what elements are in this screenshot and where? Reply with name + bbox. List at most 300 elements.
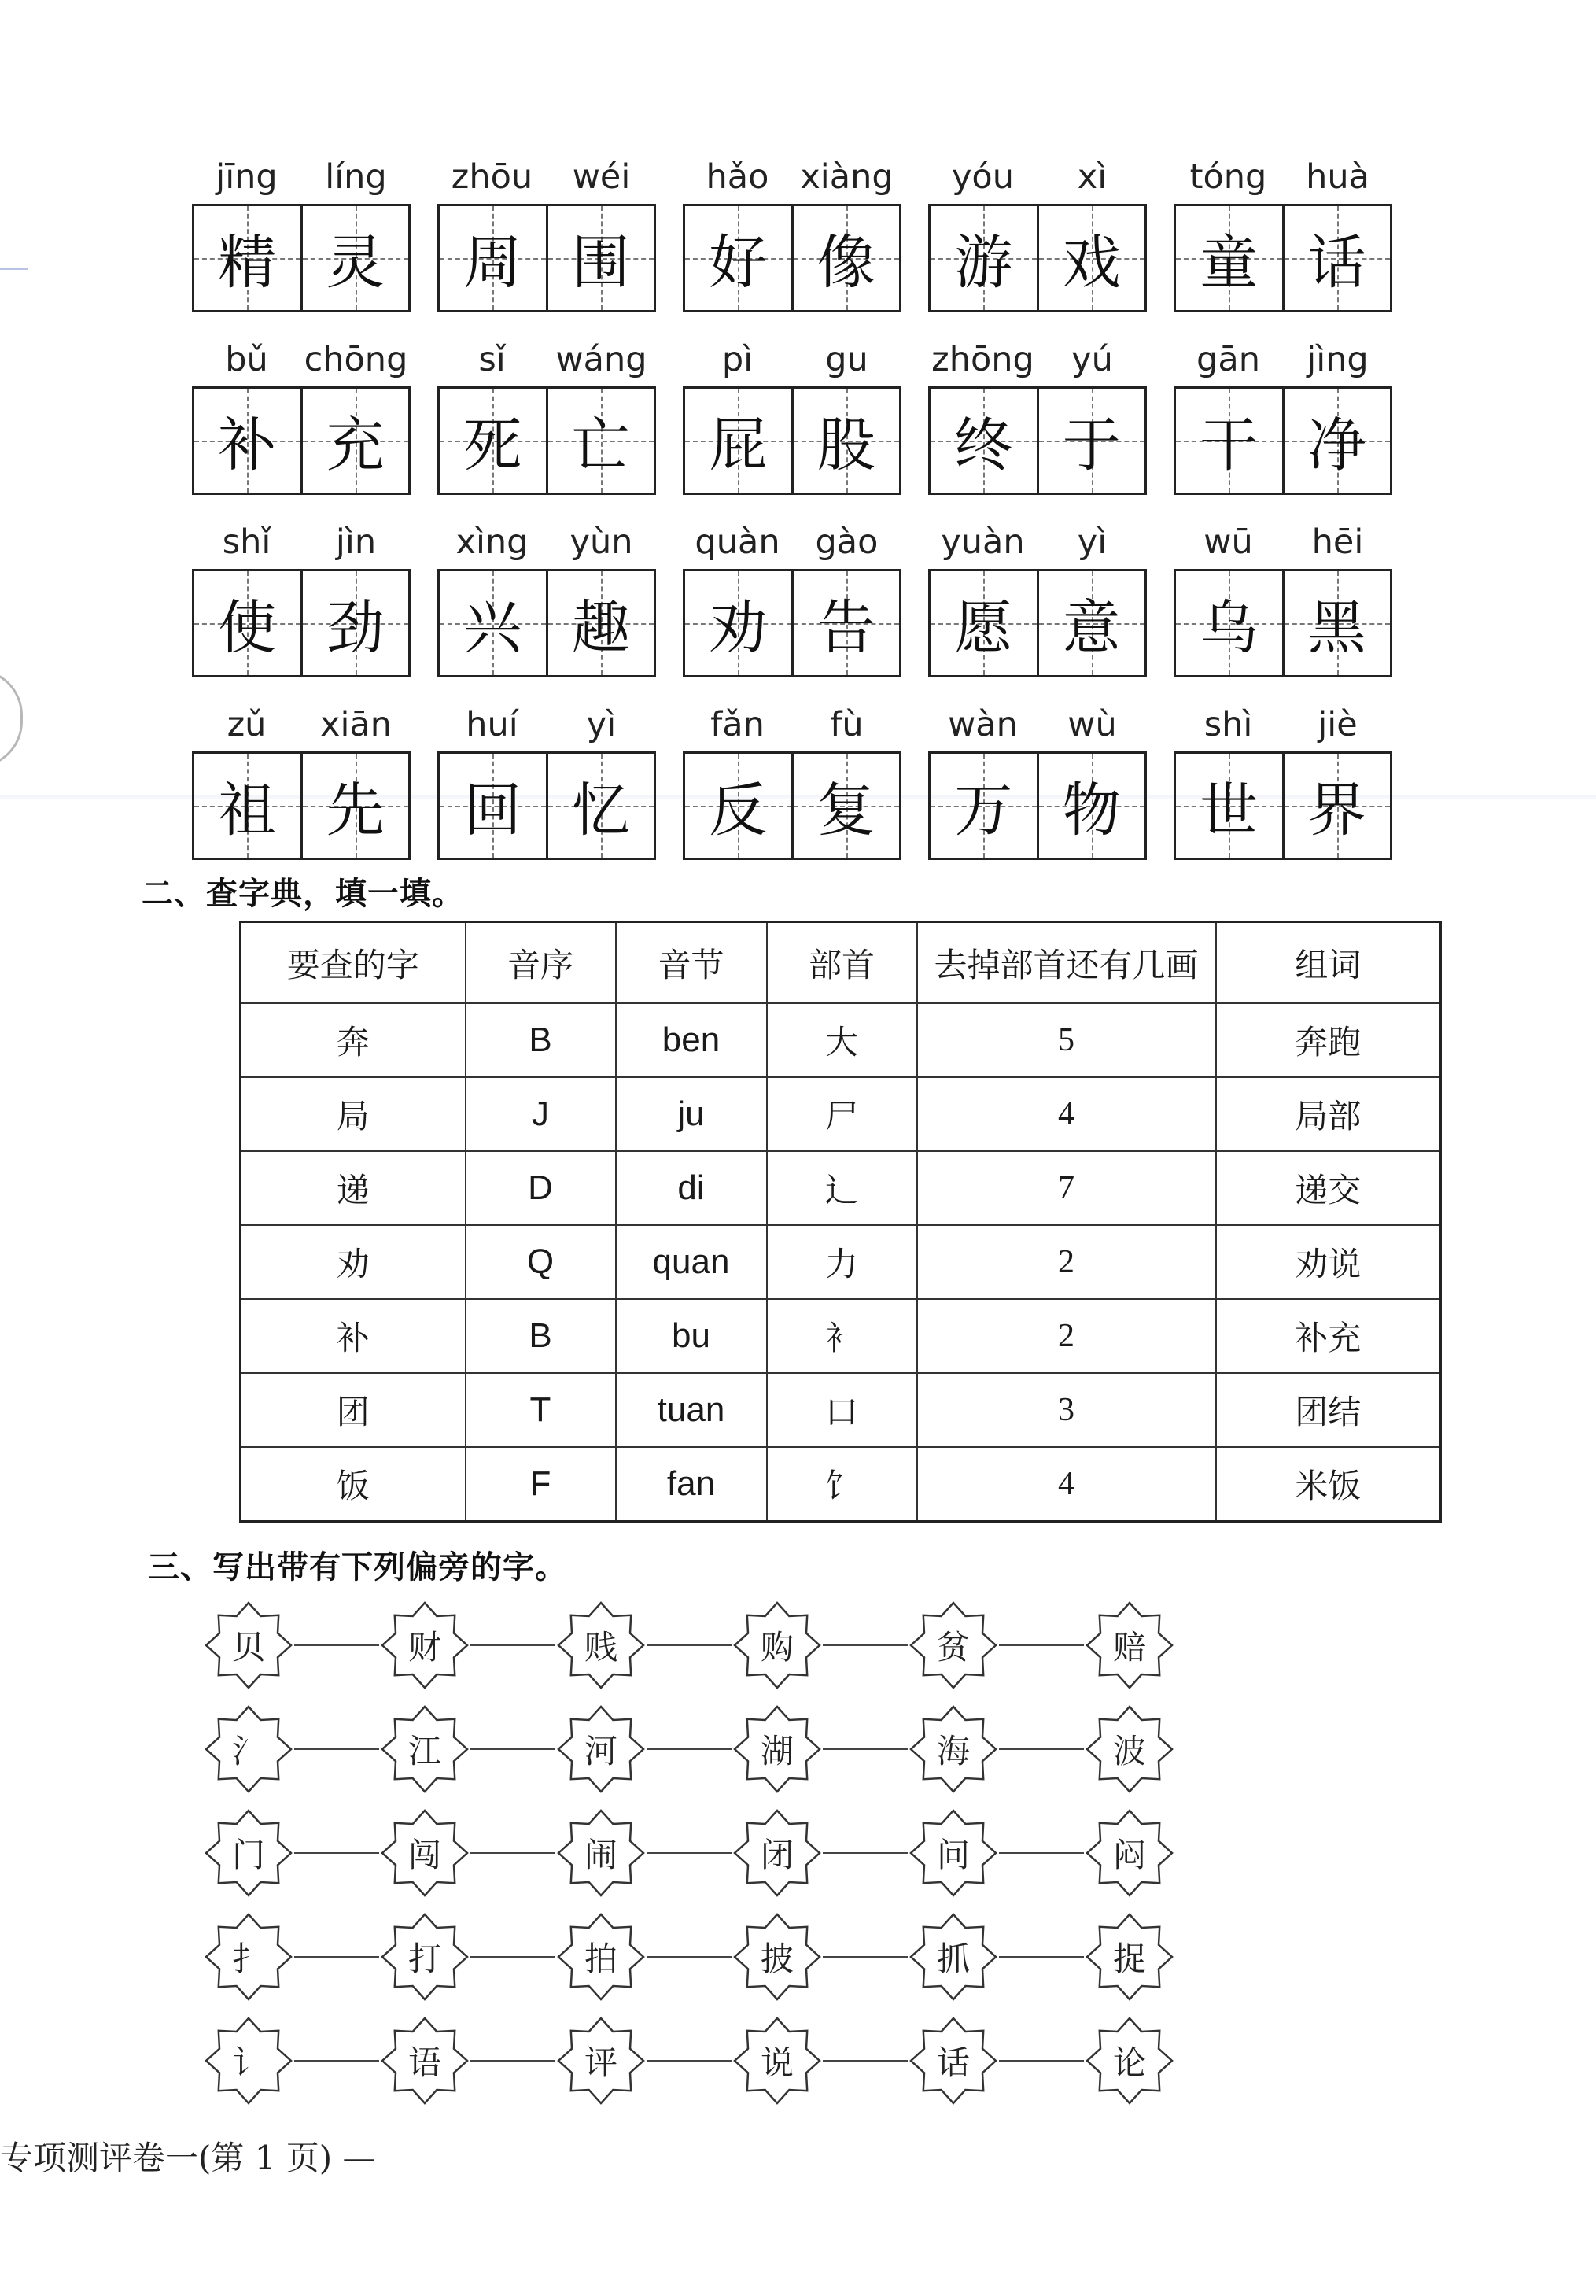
stroke-count-cell: 3	[917, 1373, 1216, 1447]
tian-grid-cell	[546, 206, 654, 310]
word-item	[192, 153, 437, 336]
radical-chain-row	[203, 1905, 1194, 2009]
char-star	[555, 1600, 647, 1691]
word-cell: 米饭	[1216, 1447, 1441, 1522]
stroke-count-cell: 2	[917, 1299, 1216, 1373]
char-star	[1084, 1807, 1175, 1899]
tian-grid-box	[683, 569, 901, 677]
star-char: 河	[584, 1732, 617, 1770]
pinyin-syllable: gān	[1196, 340, 1260, 379]
star-char: 赔	[1112, 1628, 1146, 1667]
tian-grid-cell	[931, 389, 1037, 493]
word-item	[1174, 701, 1419, 884]
chain-connector	[647, 1748, 732, 1750]
hanzi: 灵	[326, 229, 385, 297]
hanzi: 围	[571, 229, 630, 297]
chain-connector	[294, 1644, 379, 1646]
tian-grid-box	[683, 751, 901, 860]
tian-grid-cell	[791, 389, 900, 493]
pinyin-syllable: hǎo	[706, 157, 769, 197]
char-star	[1084, 1600, 1175, 1691]
char-star	[379, 1807, 470, 1899]
syllable-cell: ju	[616, 1077, 767, 1151]
radical-cell: 衤	[767, 1299, 917, 1373]
hanzi: 像	[816, 229, 875, 297]
hanzi: 终	[954, 412, 1013, 479]
word-cell: 劝说	[1216, 1225, 1441, 1299]
star-char: 购	[760, 1628, 794, 1667]
hanzi: 黑	[1307, 594, 1366, 662]
hanzi: 亡	[571, 412, 630, 479]
tian-grid-cell	[194, 206, 300, 310]
tian-grid-cell	[300, 571, 409, 675]
radical-chain-row	[203, 2009, 1194, 2113]
tian-grid-box	[192, 569, 411, 677]
word-item	[683, 153, 928, 336]
radical-cell: 大	[767, 1003, 917, 1077]
hanzi: 使	[218, 594, 277, 662]
pinyin-syllable: zhōu	[451, 157, 533, 197]
header-cell: 音序	[466, 922, 616, 1004]
word-item	[437, 336, 683, 519]
letter-cell: D	[466, 1151, 616, 1225]
hanzi: 股	[816, 412, 875, 479]
pinyin-syllable: jìn	[335, 522, 377, 562]
hanzi: 净	[1307, 412, 1366, 479]
hanzi: 乌	[1200, 594, 1259, 662]
tian-grid-box	[928, 569, 1147, 677]
tian-grid-cell	[300, 754, 409, 858]
star-char: 门	[231, 1836, 265, 1874]
tian-grid-box	[1174, 386, 1392, 495]
radical-chain-row	[203, 1801, 1194, 1905]
tian-grid-cell	[1282, 206, 1391, 310]
word-cell: 团结	[1216, 1373, 1441, 1447]
pinyin-line	[1174, 336, 1392, 383]
char-star	[908, 1600, 999, 1691]
hanzi: 意	[1062, 594, 1121, 662]
word-item	[1174, 519, 1419, 701]
letter-cell: T	[466, 1373, 616, 1447]
tian-grid-cell	[1176, 571, 1282, 675]
chain-connector	[999, 1748, 1084, 1750]
pinyin-syllable: tóng	[1189, 157, 1267, 197]
char-cell: 补	[241, 1299, 466, 1373]
star-char: 闭	[760, 1836, 794, 1874]
pinyin-syllable: xìng	[455, 522, 529, 562]
star-char: 论	[1112, 2043, 1146, 2082]
char-star	[555, 1704, 647, 1795]
tian-grid-cell	[1037, 389, 1145, 493]
word-cell: 递交	[1216, 1151, 1441, 1225]
hanzi: 好	[709, 229, 768, 297]
tian-grid-box	[1174, 751, 1392, 860]
table-row	[241, 1447, 1441, 1522]
pinyin-line	[192, 519, 411, 566]
chain-connector	[999, 2060, 1084, 2062]
char-star	[379, 2015, 470, 2106]
hanzi: 充	[326, 412, 385, 479]
tian-grid-box	[683, 204, 901, 312]
char-star	[555, 1807, 647, 1899]
char-star	[555, 1911, 647, 2003]
chain-connector	[999, 1956, 1084, 1958]
tian-grid-cell	[1037, 571, 1145, 675]
section-3-heading: 三、写出带有下列偏旁的字。	[148, 1549, 567, 1585]
tian-grid-cell	[685, 206, 791, 310]
hanzi: 告	[816, 594, 875, 662]
char-star	[908, 2015, 999, 2106]
star-char: 语	[407, 2043, 441, 2082]
tian-grid-cell	[546, 571, 654, 675]
tian-grid-box	[192, 204, 411, 312]
pinyin-syllable: yì	[586, 705, 617, 744]
star-char: 捉	[1112, 1940, 1146, 1978]
tian-grid-box	[437, 386, 656, 495]
word-item	[683, 336, 928, 519]
pinyin-line	[928, 701, 1147, 748]
char-star	[732, 1600, 823, 1691]
tian-grid-box	[437, 204, 656, 312]
tian-grid-cell	[546, 754, 654, 858]
chain-connector	[823, 1644, 908, 1646]
star-char: 财	[407, 1628, 441, 1667]
star-char: 打	[407, 1940, 441, 1978]
pinyin-line	[928, 153, 1147, 201]
char-star	[732, 1911, 823, 2003]
word-item	[928, 153, 1174, 336]
hanzi: 趣	[571, 594, 630, 662]
hanzi: 忆	[571, 777, 630, 844]
char-star	[379, 1911, 470, 2003]
table-row	[241, 1373, 1441, 1447]
tian-grid-cell	[1282, 754, 1391, 858]
pinyin-line	[437, 336, 656, 383]
radical-star	[203, 1807, 294, 1899]
stroke-count-cell: 5	[917, 1003, 1216, 1077]
tian-grid-box	[192, 386, 411, 495]
hanzi: 世	[1200, 777, 1259, 844]
pinyin-syllable: huí	[466, 705, 518, 744]
word-item	[437, 153, 683, 336]
scan-edge-arc	[0, 669, 23, 768]
words-row	[192, 519, 1419, 701]
star-char: 贱	[584, 1628, 617, 1667]
tian-grid-box	[1174, 569, 1392, 677]
radical-star	[203, 1911, 294, 2003]
pinyin-line	[437, 153, 656, 201]
radical-cell: 饣	[767, 1447, 917, 1522]
chain-connector	[294, 1956, 379, 1958]
chain-connector	[647, 1644, 732, 1646]
tian-grid-cell	[791, 754, 900, 858]
section-2-heading: 二、查字典，填一填。	[142, 876, 464, 912]
word-item	[683, 519, 928, 701]
star-char: 贫	[936, 1628, 970, 1667]
char-star	[379, 1600, 470, 1691]
tian-grid-box	[928, 751, 1147, 860]
hanzi: 界	[1307, 777, 1366, 844]
page-footer: 专项测评卷一(第 1 页) —	[0, 2139, 376, 2177]
star-char: 披	[760, 1940, 794, 1978]
tian-grid-cell	[194, 389, 300, 493]
hanzi: 万	[954, 777, 1013, 844]
words-row	[192, 701, 1419, 884]
pinyin-syllable: yùn	[569, 522, 633, 562]
syllable-cell: fan	[616, 1447, 767, 1522]
tian-grid-cell	[931, 754, 1037, 858]
star-char: 海	[936, 1732, 970, 1770]
star-char: 评	[584, 2043, 617, 2082]
pinyin-syllable: fù	[830, 705, 864, 744]
star-char: 贝	[231, 1628, 265, 1667]
radical-star	[203, 2015, 294, 2106]
char-cell: 奔	[241, 1003, 466, 1077]
tian-grid-cell	[194, 754, 300, 858]
tian-grid-box	[437, 569, 656, 677]
table-row	[241, 1225, 1441, 1299]
radical-chains	[203, 1593, 1194, 2113]
chain-connector	[823, 2060, 908, 2062]
hanzi: 游	[954, 229, 1013, 297]
hanzi: 物	[1062, 777, 1121, 844]
tian-grid-cell	[440, 206, 546, 310]
stroke-count-cell: 7	[917, 1151, 1216, 1225]
tian-grid-cell	[791, 571, 900, 675]
pinyin-syllable: wáng	[555, 340, 647, 379]
char-star	[732, 1807, 823, 1899]
word-item	[683, 701, 928, 884]
star-char: 抓	[936, 1940, 970, 1978]
tian-grid-box	[192, 751, 411, 860]
tian-grid-cell	[685, 571, 791, 675]
tian-grid-cell	[300, 206, 409, 310]
tian-grid-cell	[1282, 389, 1391, 493]
pinyin-syllable: líng	[325, 157, 387, 197]
char-cell: 局	[241, 1077, 466, 1151]
pinyin-syllable: zǔ	[227, 705, 267, 744]
pinyin-syllable: bǔ	[225, 340, 268, 379]
radical-star	[203, 1704, 294, 1795]
word-item	[192, 519, 437, 701]
table-row	[241, 1299, 1441, 1373]
char-star	[1084, 2015, 1175, 2106]
hanzi: 兴	[463, 594, 522, 662]
chain-connector	[647, 1852, 732, 1854]
pinyin-line	[683, 519, 901, 566]
chain-connector	[999, 1852, 1084, 1854]
pinyin-syllable: quàn	[695, 522, 780, 562]
pinyin-line	[1174, 701, 1392, 748]
char-star	[732, 1704, 823, 1795]
hanzi: 劝	[709, 594, 768, 662]
pinyin-line	[192, 336, 411, 383]
scan-edge-mark	[0, 268, 28, 270]
table-row	[241, 1077, 1441, 1151]
star-char: 波	[1112, 1732, 1146, 1770]
stroke-count-cell: 4	[917, 1447, 1216, 1522]
tian-grid-cell	[1176, 389, 1282, 493]
hanzi: 戏	[1062, 229, 1121, 297]
stroke-count-cell: 4	[917, 1077, 1216, 1151]
hanzi: 反	[709, 777, 768, 844]
pinyin-line	[1174, 153, 1392, 201]
tian-grid-cell	[546, 389, 654, 493]
pinyin-line	[928, 519, 1147, 566]
pinyin-line	[683, 701, 901, 748]
star-char: 讠	[231, 2043, 265, 2082]
chain-connector	[823, 1956, 908, 1958]
hanzi: 复	[816, 777, 875, 844]
word-cell: 奔跑	[1216, 1003, 1441, 1077]
hanzi: 精	[218, 229, 277, 297]
tian-grid-cell	[1037, 206, 1145, 310]
tian-grid-cell	[931, 206, 1037, 310]
pinyin-syllable: yì	[1077, 522, 1108, 562]
tian-grid-cell	[440, 571, 546, 675]
chain-connector	[294, 1748, 379, 1750]
char-cell: 团	[241, 1373, 466, 1447]
hanzi: 于	[1062, 412, 1121, 479]
pinyin-syllable: zhōng	[931, 340, 1034, 379]
hanzi: 劲	[326, 594, 385, 662]
tian-grid-cell	[1282, 571, 1391, 675]
char-cell: 劝	[241, 1225, 466, 1299]
table-header-row	[241, 922, 1441, 1004]
pinyin-syllable: chōng	[304, 340, 408, 379]
star-char: 扌	[231, 1940, 265, 1978]
pinyin-line	[192, 701, 411, 748]
pinyin-syllable: yú	[1071, 340, 1113, 379]
hanzi: 先	[326, 777, 385, 844]
chain-connector	[647, 2060, 732, 2062]
pinyin-line	[437, 519, 656, 566]
hanzi: 干	[1200, 412, 1259, 479]
pinyin-syllable: xì	[1077, 157, 1108, 197]
header-cell: 要查的字	[241, 922, 466, 1004]
tian-grid-box	[928, 386, 1147, 495]
char-cell: 饭	[241, 1447, 466, 1522]
pinyin-syllable: pì	[721, 340, 754, 379]
hanzi: 周	[463, 229, 522, 297]
word-item	[192, 701, 437, 884]
header-cell: 音节	[616, 922, 767, 1004]
pinyin-syllable: hēi	[1311, 522, 1364, 562]
chain-connector	[470, 2060, 555, 2062]
pinyin-line	[192, 153, 411, 201]
tian-grid-cell	[791, 206, 900, 310]
tian-grid-cell	[1176, 754, 1282, 858]
pinyin-line	[928, 336, 1147, 383]
word-item	[437, 519, 683, 701]
pinyin-syllable: yuàn	[941, 522, 1025, 562]
pinyin-syllable: jìng	[1307, 340, 1369, 379]
chain-connector	[470, 1748, 555, 1750]
tian-grid-cell	[440, 389, 546, 493]
char-star	[732, 2015, 823, 2106]
pinyin-syllable: yóu	[951, 157, 1014, 197]
tian-grid-cell	[931, 571, 1037, 675]
word-item	[1174, 336, 1419, 519]
letter-cell: B	[466, 1299, 616, 1373]
tian-grid-cell	[685, 389, 791, 493]
header-cell: 部首	[767, 922, 917, 1004]
word-cell: 补充	[1216, 1299, 1441, 1373]
header-cell: 去掉部首还有几画	[917, 922, 1216, 1004]
hanzi: 回	[463, 777, 522, 844]
pinyin-syllable: wàn	[948, 705, 1018, 744]
pinyin-line	[1174, 519, 1392, 566]
radical-chain-row	[203, 1593, 1194, 1697]
star-char: 江	[407, 1732, 441, 1770]
star-char: 说	[760, 2043, 794, 2082]
tian-grid-box	[1174, 204, 1392, 312]
letter-cell: F	[466, 1447, 616, 1522]
chain-connector	[999, 1644, 1084, 1646]
syllable-cell: di	[616, 1151, 767, 1225]
letter-cell: J	[466, 1077, 616, 1151]
pinyin-line	[437, 701, 656, 748]
pinyin-syllable: gu	[825, 340, 868, 379]
pinyin-syllable: wū	[1203, 522, 1253, 562]
tian-grid-cell	[685, 754, 791, 858]
char-star	[555, 2015, 647, 2106]
pinyin-syllable: jiè	[1318, 705, 1358, 744]
tian-grid-cell	[300, 389, 409, 493]
tian-grid-cell	[1037, 754, 1145, 858]
char-star	[379, 1704, 470, 1795]
stroke-count-cell: 2	[917, 1225, 1216, 1299]
syllable-cell: quan	[616, 1225, 767, 1299]
word-item	[1174, 153, 1419, 336]
star-char: 氵	[231, 1732, 265, 1770]
letter-cell: Q	[466, 1225, 616, 1299]
char-star	[908, 1704, 999, 1795]
pinyin-syllable: sǐ	[478, 340, 506, 379]
hanzi: 愿	[954, 594, 1013, 662]
char-star	[908, 1911, 999, 2003]
table-row	[241, 1151, 1441, 1225]
word-item	[928, 336, 1174, 519]
chain-connector	[470, 1852, 555, 1854]
words-row	[192, 336, 1419, 519]
hanzi: 祖	[218, 777, 277, 844]
pinyin-line	[683, 153, 901, 201]
pinyin-syllable: wéi	[572, 157, 631, 197]
chain-connector	[294, 1852, 379, 1854]
char-cell: 递	[241, 1151, 466, 1225]
pinyin-syllable: shǐ	[222, 522, 271, 562]
pinyin-syllable: shì	[1203, 705, 1253, 744]
pinyin-words-section	[192, 153, 1419, 884]
word-item	[437, 701, 683, 884]
word-item	[928, 519, 1174, 701]
tian-grid-box	[437, 751, 656, 860]
chain-connector	[294, 2060, 379, 2062]
tian-grid-cell	[1176, 206, 1282, 310]
char-star	[1084, 1911, 1175, 2003]
hanzi: 补	[218, 412, 277, 479]
pinyin-syllable: fǎn	[710, 705, 765, 744]
star-char: 闷	[1112, 1836, 1146, 1874]
radical-chain-row	[203, 1697, 1194, 1801]
star-char: 闹	[584, 1836, 617, 1874]
radical-star	[203, 1600, 294, 1691]
star-char: 话	[936, 2043, 970, 2082]
words-row	[192, 153, 1419, 336]
syllable-cell: ben	[616, 1003, 767, 1077]
star-char: 闯	[407, 1836, 441, 1874]
